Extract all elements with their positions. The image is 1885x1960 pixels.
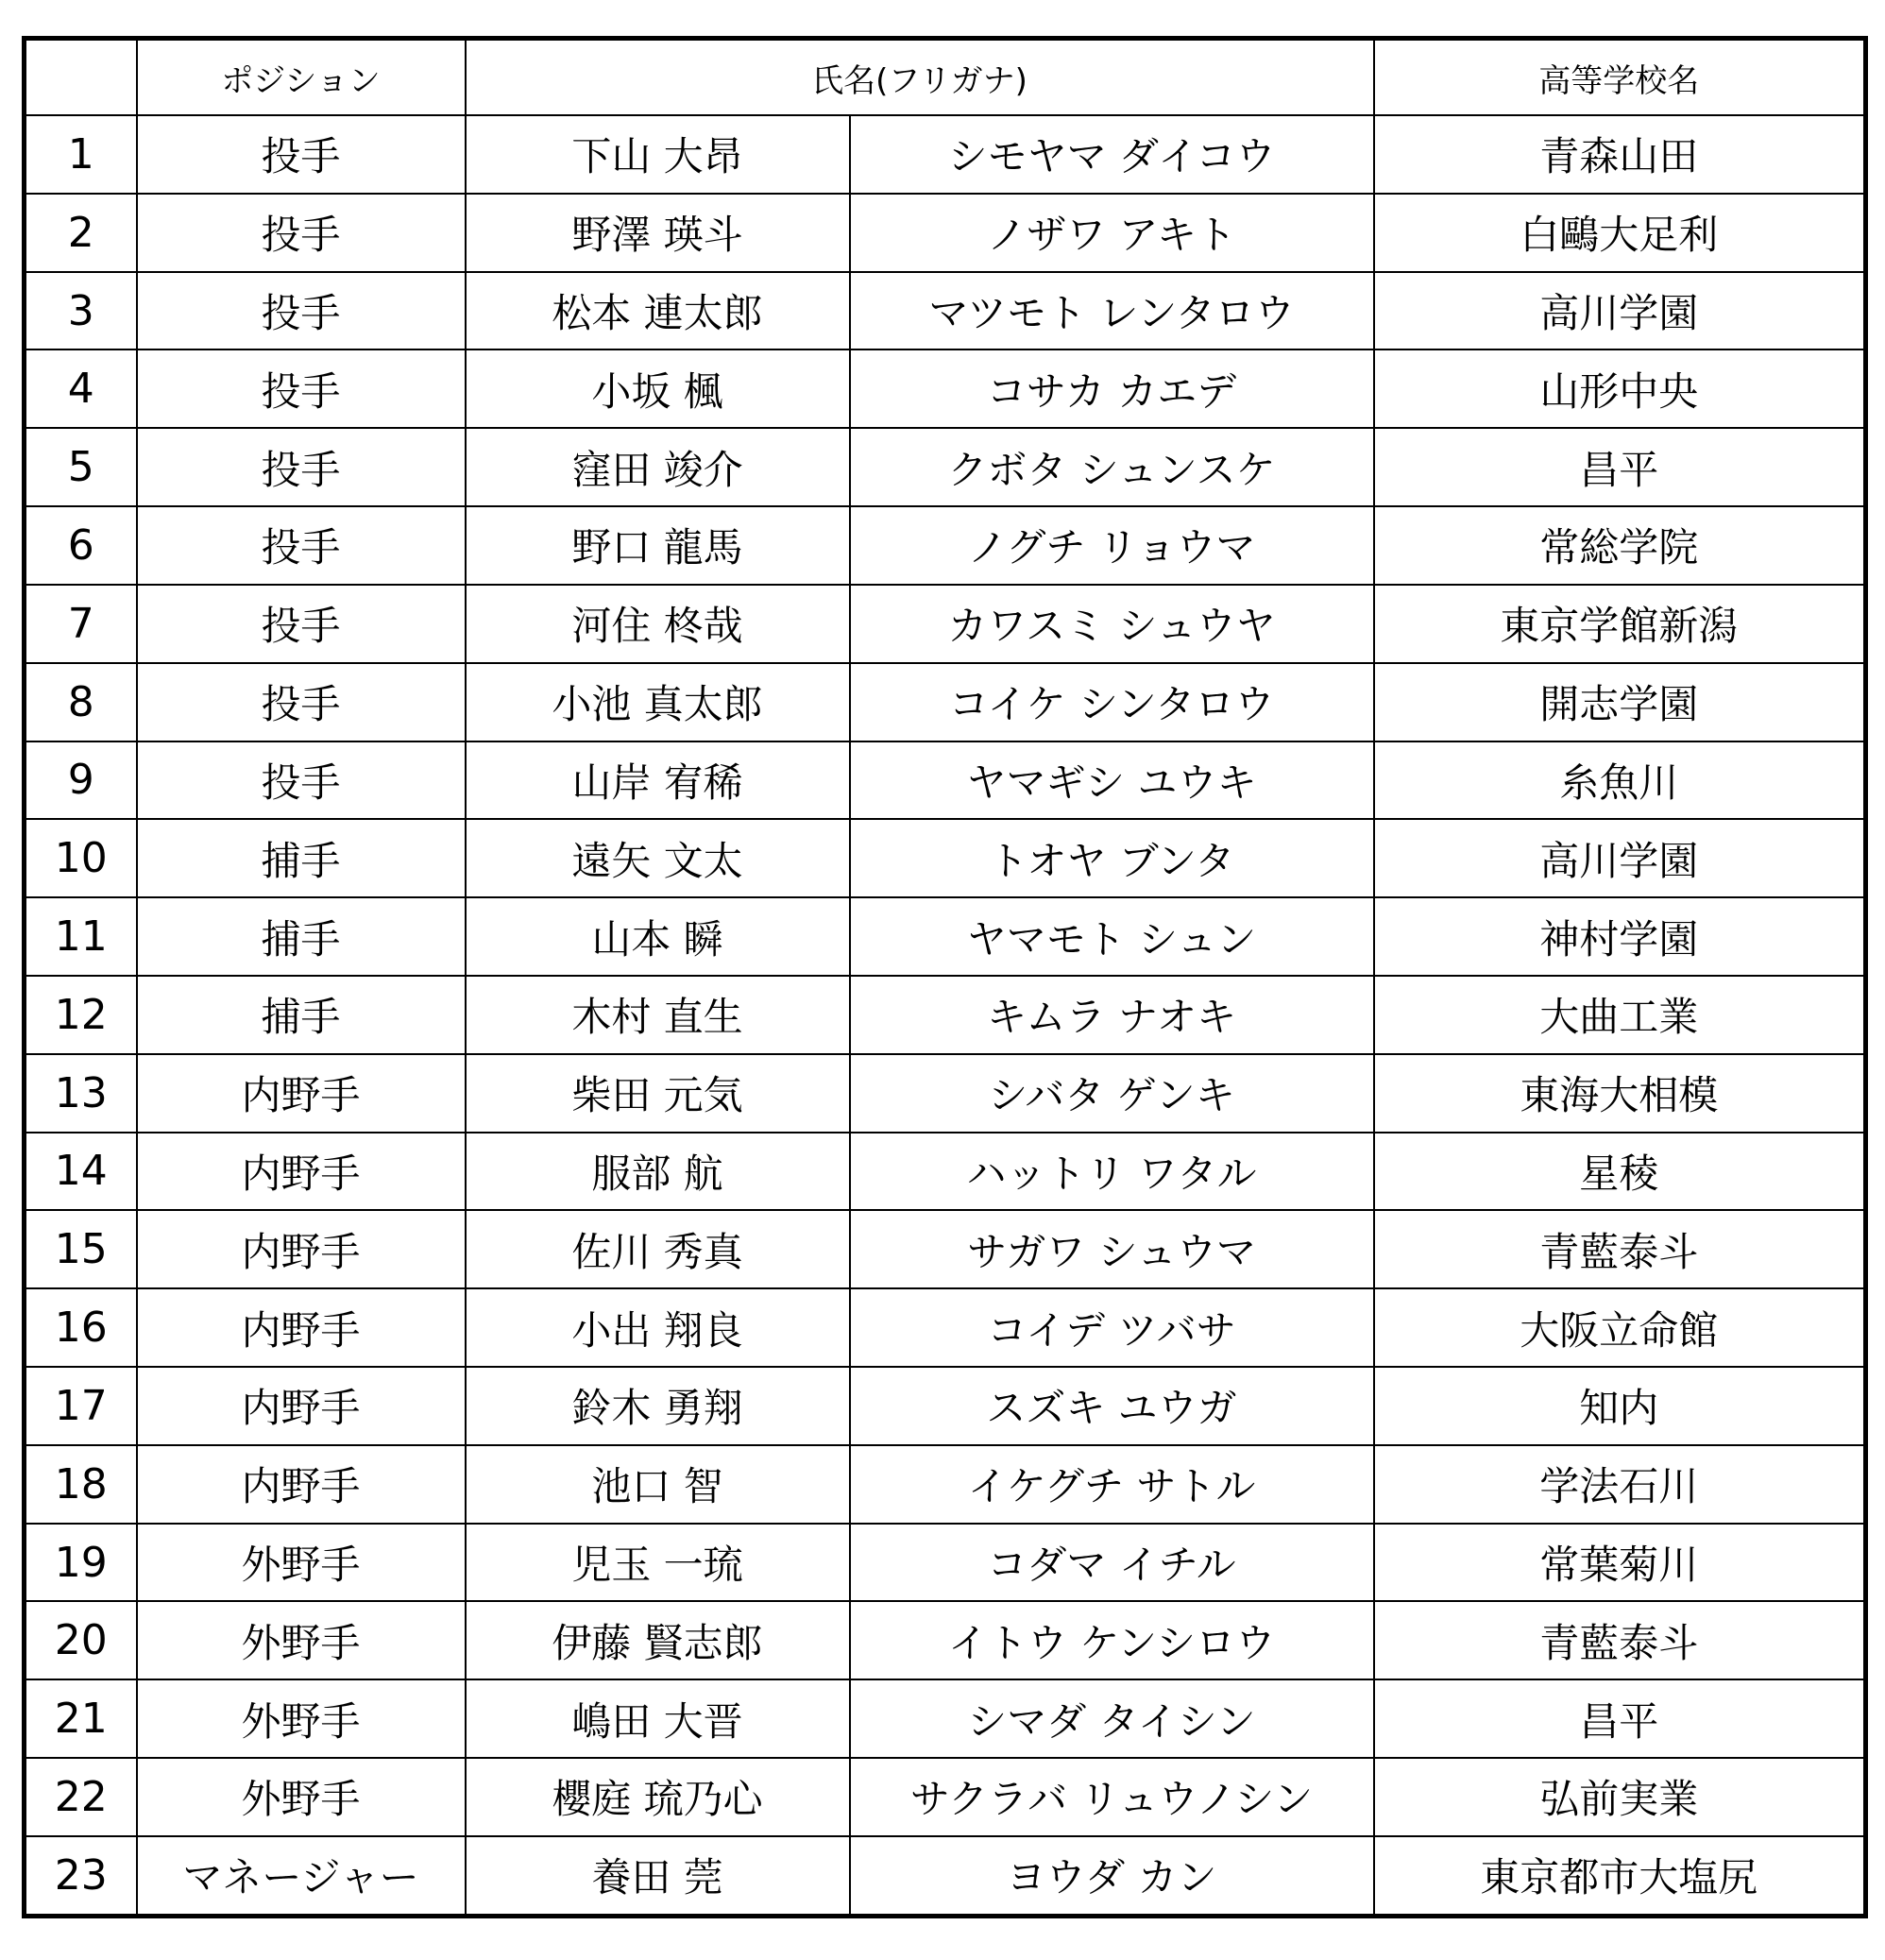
row-number: 16	[25, 1288, 137, 1367]
position-cell: 捕手	[137, 819, 466, 897]
table-row	[25, 272, 1866, 350]
position-cell: 投手	[137, 741, 466, 820]
player-name: 下山 大昂	[466, 115, 850, 194]
player-name-kana: コイケ シンタロウ	[850, 663, 1374, 741]
position-cell: 投手	[137, 585, 466, 663]
school-name: 常葉菊川	[1374, 1524, 1866, 1602]
position-cell: マネージャー	[137, 1836, 466, 1917]
school-name: 学法石川	[1374, 1445, 1866, 1524]
player-name: 遠矢 文太	[466, 819, 850, 897]
player-name: 野澤 瑛斗	[466, 194, 850, 272]
player-name: 山本 瞬	[466, 897, 850, 976]
player-name-kana: ノザワ アキト	[850, 194, 1374, 272]
player-name-kana: イトウ ケンシロウ	[850, 1601, 1374, 1679]
player-name: 松本 連太郎	[466, 272, 850, 350]
position-cell: 投手	[137, 663, 466, 741]
position-cell: 投手	[137, 194, 466, 272]
school-name: 青藍泰斗	[1374, 1601, 1866, 1679]
header-name: 氏名(フリガナ)	[466, 39, 1374, 116]
table-row	[25, 663, 1866, 741]
school-name: 白鷗大足利	[1374, 194, 1866, 272]
player-name: 木村 直生	[466, 976, 850, 1054]
position-cell: 外野手	[137, 1758, 466, 1836]
row-number: 19	[25, 1524, 137, 1602]
player-name-kana: ヤマギシ ユウキ	[850, 741, 1374, 820]
player-name: 小出 翔良	[466, 1288, 850, 1367]
table-row	[25, 1133, 1866, 1211]
table-row	[25, 976, 1866, 1054]
header-position: ポジション	[137, 39, 466, 116]
table-row	[25, 1524, 1866, 1602]
player-name-kana: ノグチ リョウマ	[850, 506, 1374, 585]
position-cell: 外野手	[137, 1601, 466, 1679]
player-name-kana: スズキ ユウガ	[850, 1367, 1374, 1445]
header-number	[25, 39, 137, 116]
player-name: 児玉 一琉	[466, 1524, 850, 1602]
row-number: 4	[25, 349, 137, 428]
row-number: 10	[25, 819, 137, 897]
row-number: 12	[25, 976, 137, 1054]
table-row	[25, 1210, 1866, 1288]
player-name-kana: マツモト レンタロウ	[850, 272, 1374, 350]
player-name-kana: キムラ ナオキ	[850, 976, 1374, 1054]
school-name: 神村学園	[1374, 897, 1866, 976]
school-name: 昌平	[1374, 1679, 1866, 1758]
player-name-kana: コイデ ツバサ	[850, 1288, 1374, 1367]
position-cell: 投手	[137, 349, 466, 428]
school-name: 東京都市大塩尻	[1374, 1836, 1866, 1917]
position-cell: 内野手	[137, 1210, 466, 1288]
table-row	[25, 741, 1866, 820]
table-row	[25, 428, 1866, 506]
table-row	[25, 1836, 1866, 1917]
position-cell: 内野手	[137, 1288, 466, 1367]
row-number: 6	[25, 506, 137, 585]
roster-table	[22, 36, 1868, 1918]
school-name: 東京学館新潟	[1374, 585, 1866, 663]
row-number: 23	[25, 1836, 137, 1917]
header-row	[25, 39, 1866, 116]
row-number: 17	[25, 1367, 137, 1445]
position-cell: 内野手	[137, 1367, 466, 1445]
table-row	[25, 1288, 1866, 1367]
school-name: 開志学園	[1374, 663, 1866, 741]
player-name: 窪田 竣介	[466, 428, 850, 506]
player-name: 鈴木 勇翔	[466, 1367, 850, 1445]
school-name: 大阪立命館	[1374, 1288, 1866, 1367]
row-number: 11	[25, 897, 137, 976]
position-cell: 投手	[137, 428, 466, 506]
player-name-kana: コサカ カエデ	[850, 349, 1374, 428]
player-name-kana: シマダ タイシン	[850, 1679, 1374, 1758]
header-school: 高等学校名	[1374, 39, 1866, 116]
row-number: 3	[25, 272, 137, 350]
table-row	[25, 819, 1866, 897]
player-name-kana: サクラバ リュウノシン	[850, 1758, 1374, 1836]
player-name: 野口 龍馬	[466, 506, 850, 585]
school-name: 糸魚川	[1374, 741, 1866, 820]
school-name: 常総学院	[1374, 506, 1866, 585]
school-name: 東海大相模	[1374, 1054, 1866, 1133]
position-cell: 捕手	[137, 897, 466, 976]
row-number: 15	[25, 1210, 137, 1288]
row-number: 18	[25, 1445, 137, 1524]
table-row	[25, 897, 1866, 976]
row-number: 14	[25, 1133, 137, 1211]
player-name-kana: クボタ シュンスケ	[850, 428, 1374, 506]
row-number: 22	[25, 1758, 137, 1836]
row-number: 8	[25, 663, 137, 741]
player-name-kana: シモヤマ ダイコウ	[850, 115, 1374, 194]
row-number: 2	[25, 194, 137, 272]
position-cell: 投手	[137, 506, 466, 585]
position-cell: 投手	[137, 272, 466, 350]
player-name-kana: ハットリ ワタル	[850, 1133, 1374, 1211]
roster-body	[25, 115, 1866, 1917]
position-cell: 外野手	[137, 1679, 466, 1758]
row-number: 9	[25, 741, 137, 820]
player-name-kana: シバタ ゲンキ	[850, 1054, 1374, 1133]
player-name: 服部 航	[466, 1133, 850, 1211]
school-name: 弘前実業	[1374, 1758, 1866, 1836]
player-name-kana: ヤマモト シュン	[850, 897, 1374, 976]
player-name-kana: カワスミ シュウヤ	[850, 585, 1374, 663]
row-number: 7	[25, 585, 137, 663]
player-name-kana: ヨウダ カン	[850, 1836, 1374, 1917]
position-cell: 外野手	[137, 1524, 466, 1602]
player-name: 山岸 宥稀	[466, 741, 850, 820]
player-name: 佐川 秀真	[466, 1210, 850, 1288]
row-number: 5	[25, 428, 137, 506]
player-name: 河住 柊哉	[466, 585, 850, 663]
player-name: 養田 莞	[466, 1836, 850, 1917]
school-name: 星稜	[1374, 1133, 1866, 1211]
player-name: 伊藤 賢志郎	[466, 1601, 850, 1679]
position-cell: 投手	[137, 115, 466, 194]
school-name: 知内	[1374, 1367, 1866, 1445]
school-name: 高川学園	[1374, 819, 1866, 897]
table-row	[25, 585, 1866, 663]
table-row	[25, 1758, 1866, 1836]
player-name-kana: イケグチ サトル	[850, 1445, 1374, 1524]
school-name: 昌平	[1374, 428, 1866, 506]
player-name-kana: トオヤ ブンタ	[850, 819, 1374, 897]
row-number: 13	[25, 1054, 137, 1133]
row-number: 1	[25, 115, 137, 194]
table-row	[25, 1367, 1866, 1445]
school-name: 青森山田	[1374, 115, 1866, 194]
table-row	[25, 1054, 1866, 1133]
player-name: 小池 真太郎	[466, 663, 850, 741]
player-name: 柴田 元気	[466, 1054, 850, 1133]
school-name: 大曲工業	[1374, 976, 1866, 1054]
school-name: 高川学園	[1374, 272, 1866, 350]
position-cell: 内野手	[137, 1054, 466, 1133]
player-name-kana: コダマ イチル	[850, 1524, 1374, 1602]
table-row	[25, 349, 1866, 428]
table-row	[25, 506, 1866, 585]
school-name: 山形中央	[1374, 349, 1866, 428]
position-cell: 内野手	[137, 1445, 466, 1524]
player-name: 小坂 楓	[466, 349, 850, 428]
row-number: 20	[25, 1601, 137, 1679]
row-number: 21	[25, 1679, 137, 1758]
table-row	[25, 1445, 1866, 1524]
player-name: 櫻庭 琉乃心	[466, 1758, 850, 1836]
table-row	[25, 1601, 1866, 1679]
table-row	[25, 115, 1866, 194]
school-name: 青藍泰斗	[1374, 1210, 1866, 1288]
table-row	[25, 194, 1866, 272]
table-row	[25, 1679, 1866, 1758]
position-cell: 捕手	[137, 976, 466, 1054]
position-cell: 内野手	[137, 1133, 466, 1211]
player-name: 池口 智	[466, 1445, 850, 1524]
player-name: 嶋田 大晋	[466, 1679, 850, 1758]
player-name-kana: サガワ シュウマ	[850, 1210, 1374, 1288]
